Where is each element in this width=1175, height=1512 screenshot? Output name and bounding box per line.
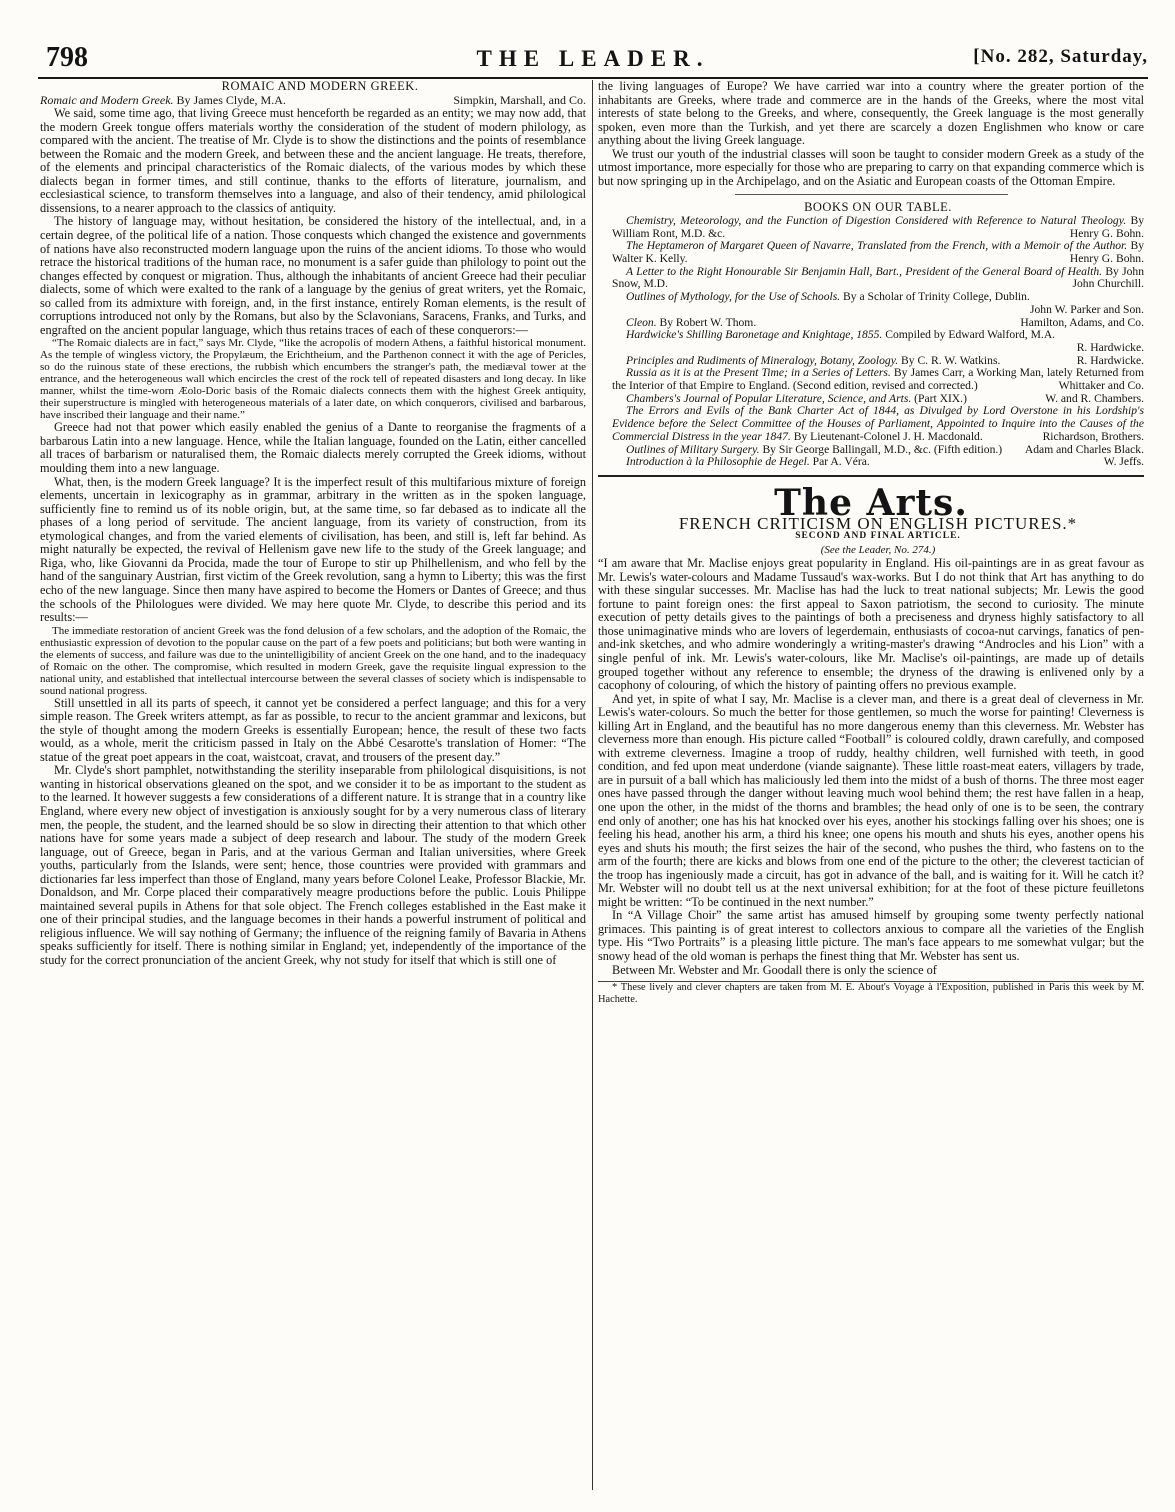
book-entry: [598, 215, 1144, 240]
paragraph: And yet, in spite of what I say, Mr. Maclise is a clever man, and there is a great deal of cleverness in Mr. Lewis's water-colours. So much the better for those gentlemen, so much the worse for painting! Cleverness is killing Art in England, and the beautiful has no more dangerous enemy than this cleverness. Mr. Webster has cleverness more than enough. His picture called “Football” is coloured coldly, drawn carefully, and composed with extreme cleverness. Imagine a troop of ruddy, healthy children, well furnished with teeth, in good condition, and fed upon meat underdone (viande saignante). These little roast-meat eaters, villagers by trade, are in pursuit of a ball which has maliciously led them into the midst of a bush of thorns. The three most eager ones have passed through the danger without leaving much wool behind them; the rest have fallen in a heap, one upon the other, in the midst of the thorns and brambles; the head only of one is to be seen, the contrary end only of another; one has his hat knocked over his eyes, another his stockings falling over his shoes; one is feeling his head, another his arm, a third his knee; one opens his mouth and shuts his eyes, another opens his eyes and shuts his mouth; the first seizes the hair of the second, who pushes the third, who fastens on to the arm of the fourth; there are kicks and blows from one end of the picture to the other; the cleverest tactician of the troop has ingeniously made a circuit, has got in advance of the ball, and is waiting for it. Will he catch it? Mr. Webster will no doubt tell us at the next universal exhibition; for at the foot of these picture feuilletons might be written: “To be continued in the next number.”: [598, 691, 1144, 909]
book-title: A Letter to the Right Honourable Sir Benjamin Hall, Bart., President of the General Board of Health.: [626, 264, 1103, 278]
book-title: The Errors and Evils of the Bank Charter Act of 1844, as Divulged by Lord Overstone in his Lordship's Evidence before the Select Committee of the Houses of Parliament, Appointed to Inquire into the Causes of the Commercial Distress in the year 1847.: [612, 404, 1144, 443]
book-publisher: John Churchill.: [1072, 277, 1144, 291]
paragraph: Between Mr. Webster and Mr. Goodall there is only the science of: [612, 962, 937, 977]
column-divider: [592, 80, 593, 1490]
header-rule: [38, 77, 1148, 79]
book-author: By James Carr, a Working Man, lately Returned from the Interior of that Empire to England. (Second edition, revised and corrected.): [612, 366, 1144, 393]
book-title: Chemistry, Meteorology, and the Function of Digestion Considered with Reference to Natural Theology.: [626, 213, 1127, 227]
section-rule: [598, 475, 1144, 477]
book-publisher: W. and R. Chambers.: [1045, 391, 1144, 405]
right-column: [598, 80, 1144, 1492]
book-author: By William Ront, M.D. &c.: [612, 213, 1144, 240]
paragraph: “I am aware that Mr. Maclise enjoys great popularity in England. His oil-paintings are in as great favour as Mr. Lewis's water-colours and Madame Tussaud's wax-works. But I do not think that Art has anything to do with these singular successes. Mr. Maclise has had the luck to treat national subjects; Mr. Lewis the good fortune to paint foreign ones: the first appeal to Saxon patriotism, the second to curiosity. The minute execution of petty details gives to the paintings of both a preciseness and dryness highly satisfactory to all those unimaginative minds who are lovers of legerdemain, enthusiasts of cocoa-nut carvings, fanatics of pen-and-ink sketches, and who admire wonderingly a writing-master's drawing “Androcles and his Lion” with a single penful of ink. Mr. Lewis's water-colours, like Mr. Maclise's oil-paintings, are made up of details grouped together without any reference to ensemble; the dryness of the drawing is enlivened only by a cacophony of colouring, of which the history of painting offers no previous example.: [598, 556, 1144, 693]
block-quote: The immediate restoration of ancient Greek was the fond delusion of a few scholars, and the adoption of the Romaic, the enthusiastic expression of devotion to the popular cause on the part of a few poets and politicians; but both were wanting in the elements of success, and failure was due to the unintelligibility of ancient Greek on the one hand, and to the inadequacy of Romaic on the other. The compromise, which resulted in modern Greek, gave the requisite lingual expression to the national unity, and established that intellectual intercourse between the several classes of society which is indispensable to sound national progress.: [40, 624, 586, 697]
paragraph: What, then, is the modern Greek language? It is the imperfect result of this multifarious mixture of foreign elements, uncertain in lexicography as in grammar, arbitrary in the written as in the spoken language, sufficiently fine to remind us of its noble origin, but, at the same time, so far debased as to indicate all the phases of a long period of servitude. The ancient language, from its variety of construction, from its etymological changes, and from the varied elements of civilisation, has been, and still is, left far behind. As might naturally be expected, the revival of Hellenism gave new life to the study of the Greek language; and Riga, who, like Giovanni da Procida, made the tour of Europe to stir up Philhellenism, and who fell by the hand of the sanguinary Austrian, first victim of the Greek revolution, sang a hymn to Liberty; this was the first echo of the new language. Since then many have aspired to become the Homers or Dantes of Greece; and thus the schools of the Philologues were divided. We may here quote Mr. Clyde, to describe this period and its results:—: [40, 474, 586, 625]
page-number: 798: [46, 42, 88, 73]
book-title: Introduction à la Philosophie de Hegel.: [626, 455, 810, 469]
book-author: Par A. Véra.: [812, 455, 870, 469]
book-entry: [598, 405, 1144, 443]
arts-heading: The Arts.: [774, 481, 968, 524]
book-publisher: Whittaker and Co.: [1058, 379, 1144, 393]
book-author: By Sir George Ballingall, M.D., &c. (Fifth edition.): [762, 442, 1003, 456]
page-header: [38, 36, 1148, 76]
byline-author: By James Clyde, M.A.: [176, 92, 286, 107]
issue-label: [No. 282, Saturday,: [973, 46, 1148, 67]
book-entry: [598, 456, 1144, 469]
article-byline: [40, 94, 586, 108]
book-entry: [598, 266, 1144, 291]
masthead: THE LEADER.: [476, 46, 710, 71]
book-entry: [598, 291, 1144, 316]
book-author: By John Snow, M.D.: [612, 264, 1144, 291]
paragraph: Still unsettled in all its parts of speech, it cannot yet be considered a perfect language; and this for a very simple reason. The Greek writers attempt, as far as possible, to recur to the ancient grammar and lexicons, but the style of thought among the modern Greeks is essentially European; hence, the result of these two facts would, as a whole, merit the criticism passed in Italy on the Abbé Cesarotte's translation of Homer: “The statue of the great poet appears in the coat, waistcoat, cravat, and trousers of the present day.”: [40, 695, 586, 764]
book-title: Outlines of Mythology, for the Use of Schools.: [626, 290, 841, 304]
book-title: The Heptameron of Margaret Queen of Navarre, Translated from the French, with a Memoir of the Author.: [626, 239, 1128, 253]
article-title: ROMAIC AND MODERN GREEK.: [221, 80, 419, 93]
book-entry: [598, 367, 1144, 392]
byline-publisher: Simpkin, Marshall, and Co.: [453, 92, 586, 107]
book-publisher: R. Hardwicke.: [1076, 353, 1144, 367]
book-publisher: Henry G. Bohn.: [1069, 226, 1144, 240]
paragraph: the living languages of Europe? We have carried war into a country where the greater portion of the inhabitants are Greeks, where trade and commerce are in the hands of the Greeks, where the most vital interests of state belong to the Greeks, and where, consequently, the Greek language is the most generally spoken, even more than the Turkish, and yet there are scarcely a dozen Englishmen who know or care anything about the living Greek language.: [598, 80, 1144, 148]
book-author: By Robert W. Thom.: [659, 315, 757, 329]
book-title: Hardwicke's Shilling Baronetage and Knightage, 1855.: [626, 328, 883, 342]
paragraph: In “A Village Choir” the same artist has amused himself by grouping some twenty perfectly national grimaces. This painting is of great interest to collectors anxious to compare all the varieties of the English type. His “Two Portraits” is a pleasing little picture. The man's face appears to me somewhat vulgar; but the snowy head of the old woman is perhaps the finest thing that Mr. Webster has sent us.: [598, 908, 1144, 964]
block-quote: “The Romaic dialects are in fact,” says Mr. Clyde, “like the acropolis of modern Athens, a faithful historical monument. As the temple of wingless victory, the Propylæum, the Erichtheium, and the Parthenon connect it with the age of Pericles, so do the ruinous state of these erections, the rubbish which encumbers the stranger's path, the mediæval tower at the entrance, and the heterogeneous wall which encircles the crest of the rock tell of repeated disasters and long decay. In like manner, whilst the time-worn Æolo-Doric basis of the Romaic dialects connects them with the highest Greek antiquity, their superstructure is mingled with heterogeneous materials of a later date, on which conquerors, civilised and barbarous, have inscribed their language and their name.”: [40, 337, 586, 422]
book-author: By Walter K. Kelly.: [612, 239, 1144, 266]
books-list: [598, 215, 1144, 469]
book-title: Russia as it is at the Present Time; in a Series of Letters.: [626, 366, 891, 380]
book-publisher: Hamilton, Adams, and Co.: [1020, 315, 1144, 329]
footnote: * These lively and clever chapters are taken from M. E. About's Voyage à l'Exposition, published in Paris this week by M. Hachette.: [598, 982, 1144, 1006]
book-author: (Part XIX.): [914, 391, 967, 405]
paragraph: Mr. Clyde's short pamphlet, notwithstanding the sterility inseparable from philological disquisitions, is not wanting in historical observations gleaned on the spot, and we consider it to be as important to the student as to the learned. It however suggests a few considerations of a different nature. It is strange that in a country like England, where every new object of investigation is anxiously sought for by a very numerous class of literary men, the people, the student, and the learned should be so slow in directing their attention to that which other nations have for some years made a subject of deep research and labour. The study of the modern Greek language, out of Greece, began in Paris, and at the various German and Italian universities, where Greek youths, particularly from the Islands, were sent; hence, those countries were provided with grammars and dictionaries far less imperfect than those of England, many years before Colonel Leake, Professor Blackie, Mr. Donaldson, and Mr. Corpe placed their comparatively meagre productions before the public. Louis Philippe maintained several pupils in Athens for that sole object. The French colleges established in the East make it one of their principal studies, and the language becomes in their hands a powerful instrument of political and religious influence. We will say nothing of Germany; the influence of the reigning family of Bavaria in Athens speaks sufficiently for itself. There is nothing similar in England; yet, independently of the importance of the study for the correct pronunciation of the ancient Greek, why not study for itself that which is still one of: [40, 763, 586, 967]
book-publisher: Adam and Charles Black.: [1024, 442, 1144, 456]
paragraph: We said, some time ago, that living Greece must henceforth be regarded as an entity; we may now add, that the modern Greek tongue offers materials worthy the consideration of the student of modern philology, as compared with the ancient. The treatise of Mr. Clyde is to show the distinctions and the points of resemblance between the Romaic and the modern Greek, and between these and the ancient language. He treats, therefore, of the elements and principal characteristics of the Romaic dialects, of the various modes by which these dialects began in former times, and still continue, thanks to the efforts of literature, journalism, and ecclesiastical science, to transform themselves into a language, and also of their tendency, amid philological dissensions, to a nearer approach to the classics of antiquity.: [40, 106, 586, 215]
paragraph: The history of language may, without hesitation, be considered the history of the intellectual, and, in a certain degree, of the political life of a nation. Those conquests which changed the existence and governments of nations have also reconstructed modern language upon the ruins of the ancient idioms. To those who would retrace the historical traditions of the human race, no monument is a safer guide than philology to point out the changes effected by conquest or migration. Thus, although the inhabitants of ancient Greece had their peculiar dialects, some of which were exalted to the rank of a language by the genius of great writers, yet the Romaic, so called from its admixture with foreign, and, in the first instance, entirely Roman elements, is the result of corruptions introduced not only by the Romans, but also by the Sclavonians, Saracens, Franks, and Turks, and engrafted on the ancient popular language, which thus retains traces of each of these conquerors:—: [40, 214, 586, 337]
book-author: By Lieutenant-Colonel J. H. Macdonald.: [793, 429, 983, 443]
arts-article-title: FRENCH CRITICISM ON ENGLISH PICTURES.*: [678, 513, 1078, 533]
book-publisher: Henry G. Bohn.: [1069, 252, 1144, 266]
book-title: Outlines of Military Surgery.: [626, 442, 760, 456]
book-publisher: R. Hardwicke.: [1076, 340, 1144, 354]
book-publisher: Richardson, Brothers.: [1042, 429, 1144, 443]
paragraph: We trust our youth of the industrial classes will soon be taught to consider modern Greek as a study of the utmost importance, more especially for those who are preparing to carry on that expanding commerce which is but now springing up in the Archipelago, and on the Asiatic and European coasts of the Ottoman Empire.: [598, 146, 1144, 188]
section-rule: [735, 194, 1008, 195]
paragraph: Greece had not that power which easily enabled the genius of a Dante to reorganise the fragments of a barbarous Latin into a new language. Hence, while the Italian language, founded on the Latin, either cancelled all traces of barbarism or naturalised them, the Romaic dialects merely corrupted the Greek idioms, without moulding them into a new language.: [40, 420, 586, 476]
arts-article-reference: (See the Leader, No. 274.): [820, 543, 936, 556]
byline-book: Romaic and Modern Greek.: [40, 92, 174, 107]
book-publisher: John W. Parker and Son.: [1029, 302, 1144, 316]
book-author: By a Scholar of Trinity College, Dublin.: [843, 290, 1030, 304]
book-title: Cleon.: [626, 315, 657, 329]
book-publisher: W. Jeffs.: [1103, 455, 1144, 469]
book-entry: [598, 240, 1144, 265]
book-title: Principles and Rudiments of Mineralogy, Botany, Zoology.: [626, 353, 899, 367]
book-title: Chambers's Journal of Popular Literature, Science, and Arts.: [626, 391, 912, 405]
left-column: [40, 80, 586, 1492]
book-author: By C. R. W. Watkins.: [901, 353, 1001, 367]
arts-article-subtitle: SECOND AND FINAL ARTICLE.: [795, 531, 961, 542]
book-author: Compiled by Edward Walford, M.A.: [885, 328, 1056, 342]
books-title: BOOKS ON OUR TABLE.: [804, 200, 952, 215]
book-entry: [598, 329, 1144, 354]
